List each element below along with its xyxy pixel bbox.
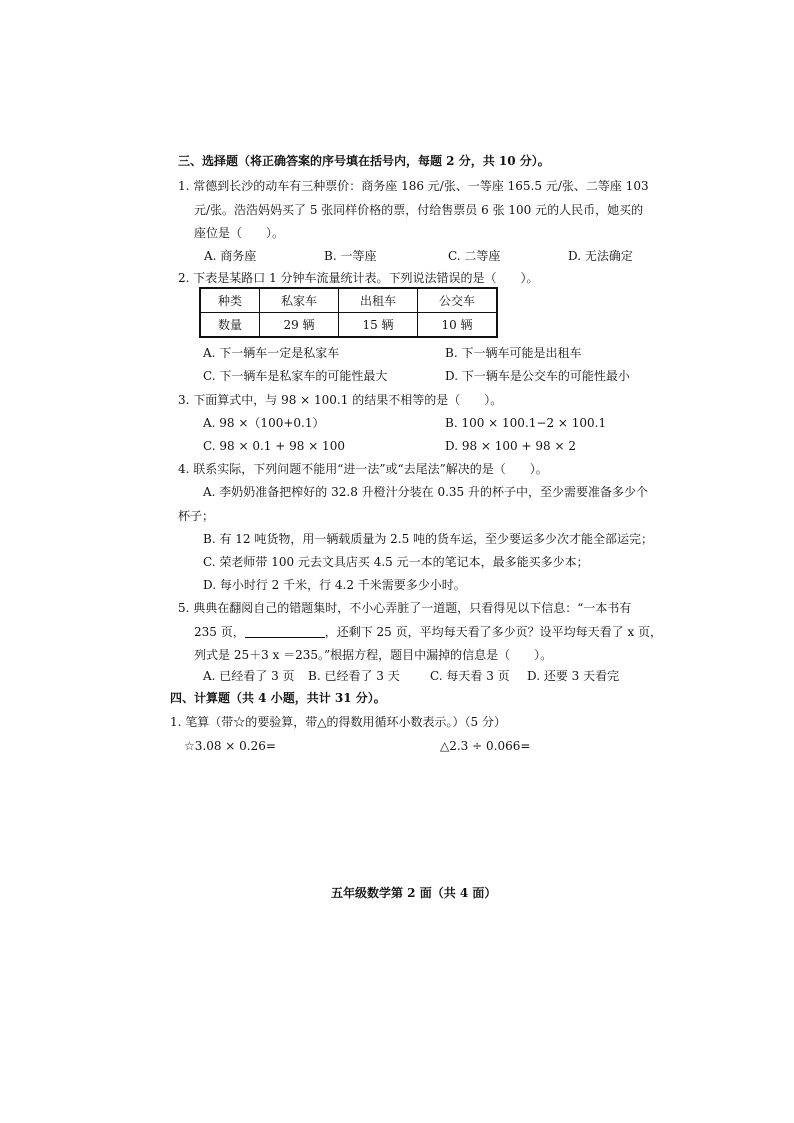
table-cell: 29 辆 [260,313,339,338]
q4-option-d: D. 每小时行 2 千米，行 4.2 千米需要多少小时。 [203,578,466,592]
q1-line2: 元/张。浩浩妈妈买了 5 张同样价格的票，付给售票员 6 张 100 元的人民币，她买的 [194,203,644,217]
q2-option-b: B. 下一辆车可能是出租车 [445,346,582,360]
q2-option-d: D. 下一辆车是公交车的可能性最小 [445,369,630,383]
q3-option-a: A. 98 ×（100+0.1） [203,416,325,430]
table-row [200,288,497,313]
calc-expr-b: △2.3 ÷ 0.066= [440,739,531,753]
calc-q1-stem: 1. 笔算（带☆的要验算，带△的得数用循环小数表示。）（5 分） [170,715,506,729]
table-cell: 数量 [200,313,260,338]
page-footer: 五年级数学第 2 面（共 4 面） [331,886,497,900]
q1-option-b: B. 一等座 [324,249,377,263]
calc-expr-a: ☆3.08 × 0.26= [184,739,276,753]
q1-line3: 座位是（ ）。 [194,226,285,240]
answer-blank [245,625,325,638]
q3-option-c: C. 98 × 0.1 + 98 × 100 [203,439,345,453]
traffic-table [199,287,498,338]
table-header-cell: 出租车 [339,288,418,313]
table-header-cell: 私家车 [260,288,339,313]
q2-stem: 2. 下表是某路口 1 分钟车流量统计表。下列说法错误的是（ ）。 [178,271,539,285]
q5-option-b: B. 已经看了 3 天 [308,669,400,683]
q1-option-a: A. 商务座 [204,249,257,263]
table-cell: 15 辆 [339,313,418,338]
q5-line3: 列式是 25＋3 x ＝235。”根据方程，题目中漏掉的信息是（ ）。 [194,648,553,662]
section-4-heading: 四、计算题（共 4 小题，共计 31 分）。 [170,691,386,705]
q3-option-b: B. 100 × 100.1−2 × 100.1 [445,416,607,430]
q2-option-a: A. 下一辆车一定是私家车 [203,346,340,360]
table-header-cell: 种类 [200,288,260,313]
q4-option-a-line1: A. 李奶奶准备把榨好的 32.8 升橙汁分装在 0.35 升的杯子中，至少需要准备多少个 [203,485,648,499]
q3-option-d: D. 98 × 100 + 98 × 2 [445,439,576,453]
q5-line2-end: ，还剩下 25 页，平均每天看了多少页？设平均每天看了 x 页， [324,625,663,639]
q5-line2 [194,624,662,640]
q5-line2-start: 235 页， [194,625,245,639]
q1-option-d: D. 无法确定 [568,249,633,263]
q5-line1: 5. 典典在翻阅自己的错题集时，不小心弄脏了一道题，只看得见以下信息：“一本书有 [178,601,632,615]
q4-stem: 4. 联系实际，下列问题不能用“进一法”或“去尾法”解决的是（ ）。 [178,462,548,476]
table-row [200,313,497,338]
q2-option-c: C. 下一辆车是私家车的可能性最大 [203,369,388,383]
q5-option-d: D. 还要 3 天看完 [527,669,620,683]
q1-line1: 1. 常德到长沙的动车有三种票价：商务座 186 元/张、一等座 165.5 元/张、二等座 103 [178,179,649,193]
table-cell: 10 辆 [418,313,498,338]
q5-option-c: C. 每天看 3 页 [430,669,510,683]
section-3-heading: 三、选择题（将正确答案的序号填在括号内，每题 2 分，共 10 分）。 [178,154,550,168]
q4-option-c: C. 荣老师带 100 元去文具店买 4.5 元一本的笔记本，最多能买多少本； [203,555,589,569]
q5-option-a: A. 已经看了 3 页 [203,669,295,683]
q4-option-a-line2: 杯子； [178,509,215,523]
q3-stem: 3. 下面算式中，与 98 × 100.1 的结果不相等的是（ ）。 [178,393,503,407]
q1-option-c: C. 二等座 [448,249,501,263]
q4-option-b: B. 有 12 吨货物，用一辆载质量为 2.5 吨的货车运，至少要运多少次才能全部运完； [203,532,654,546]
table-header-cell: 公交车 [418,288,498,313]
